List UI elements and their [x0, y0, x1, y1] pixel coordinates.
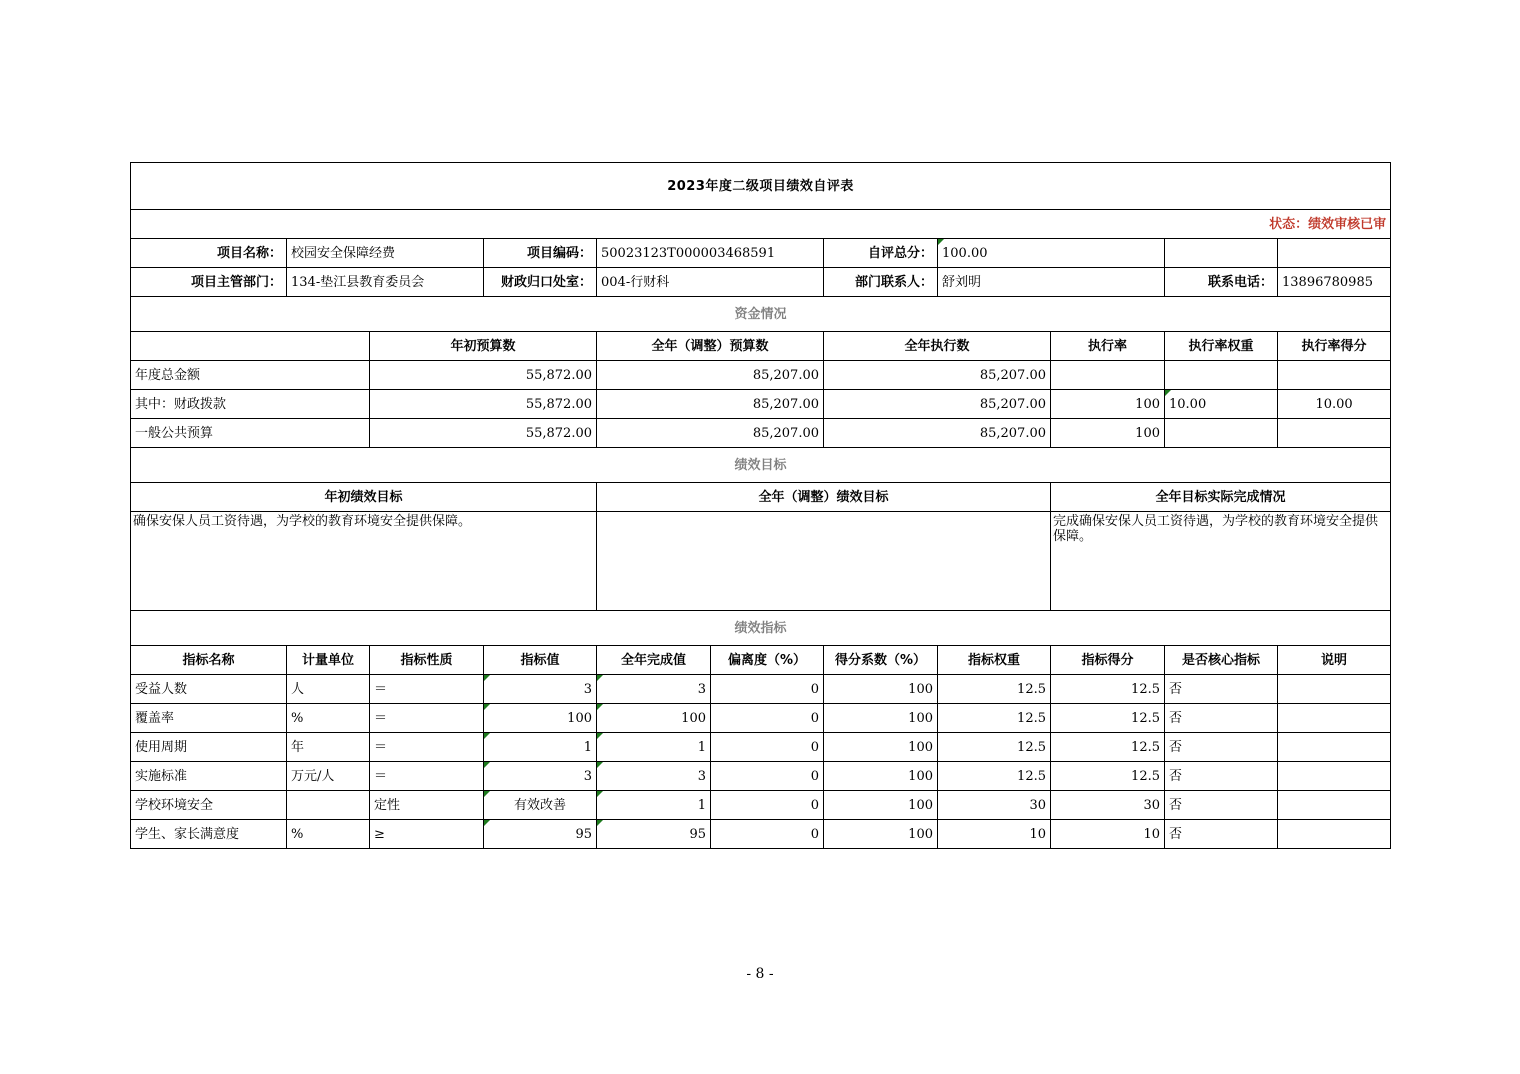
indicator-value: 有效改善 — [484, 791, 597, 820]
indicator-score: 10 — [1051, 820, 1165, 849]
indicator-deviation: 0 — [711, 733, 824, 762]
indicator-note — [1278, 762, 1391, 791]
indicator-core: 否 — [1165, 820, 1278, 849]
col-header: 指标得分 — [1051, 646, 1165, 675]
indicator-weight: 12.5 — [938, 704, 1051, 733]
indicator-nature: ＝ — [370, 704, 484, 733]
indicators-header-row — [131, 646, 1391, 675]
page-title: 2023年度二级项目绩效自评表 — [131, 163, 1391, 210]
indicator-coefficient: 100 — [824, 762, 938, 791]
indicator-coefficient: 100 — [824, 704, 938, 733]
funds-weight — [1165, 361, 1278, 390]
indicator-core: 否 — [1165, 791, 1278, 820]
funds-weight — [1165, 419, 1278, 448]
indicators-section-title: 绩效指标 — [131, 611, 1391, 646]
indicator-unit — [287, 791, 370, 820]
indicator-done: 1 — [597, 733, 711, 762]
indicators-section-row — [131, 611, 1391, 646]
goals-section-row — [131, 448, 1391, 483]
indicator-weight: 30 — [938, 791, 1051, 820]
indicator-weight: 12.5 — [938, 733, 1051, 762]
indicator-unit: % — [287, 820, 370, 849]
indicator-nature: ＝ — [370, 733, 484, 762]
indicator-name: 学校环境安全 — [131, 791, 287, 820]
funds-initial: 55,872.00 — [370, 419, 597, 448]
info-row-2 — [131, 268, 1391, 297]
col-header: 执行率 — [1051, 332, 1165, 361]
dept-value: 134-垫江县教育委员会 — [287, 268, 484, 297]
indicator-value: 100 — [484, 704, 597, 733]
empty-cell — [131, 332, 370, 361]
page-number: - 8 - — [746, 966, 774, 982]
funds-score: 10.00 — [1278, 390, 1391, 419]
phone-label: 联系电话： — [1165, 268, 1278, 297]
indicator-name: 实施标准 — [131, 762, 287, 791]
indicator-deviation: 0 — [711, 675, 824, 704]
project-code-value: 50023123T000003468591 — [597, 239, 824, 268]
indicator-row — [131, 820, 1391, 849]
funds-row-name: 一般公共预算 — [131, 419, 370, 448]
indicator-unit: % — [287, 704, 370, 733]
finance-value: 004-行财科 — [597, 268, 824, 297]
indicator-note — [1278, 704, 1391, 733]
col-header: 年初绩效目标 — [131, 483, 597, 512]
col-header: 是否核心指标 — [1165, 646, 1278, 675]
indicator-score: 30 — [1051, 791, 1165, 820]
funds-adjusted: 85,207.00 — [597, 419, 824, 448]
funds-rate — [1051, 361, 1165, 390]
funds-adjusted: 85,207.00 — [597, 390, 824, 419]
indicator-deviation: 0 — [711, 704, 824, 733]
col-header: 全年执行数 — [824, 332, 1051, 361]
actual-completion-text: 完成确保安保人员工资待遇，为学校的教育环境安全提供保障。 — [1051, 512, 1391, 611]
funds-section-row — [131, 297, 1391, 332]
indicator-row — [131, 791, 1391, 820]
indicator-value: 1 — [484, 733, 597, 762]
col-header: 得分系数（%） — [824, 646, 938, 675]
funds-row-name: 年度总金额 — [131, 361, 370, 390]
indicator-coefficient: 100 — [824, 675, 938, 704]
initial-goal-text: 确保安保人员工资待遇，为学校的教育环境安全提供保障。 — [131, 512, 597, 611]
status-row — [131, 210, 1391, 239]
contact-label: 部门联系人： — [824, 268, 938, 297]
funds-score — [1278, 419, 1391, 448]
self-score-label: 自评总分： — [824, 239, 938, 268]
goals-header-row — [131, 483, 1391, 512]
info-row-1 — [131, 239, 1391, 268]
contact-value: 舒刘明 — [938, 268, 1165, 297]
col-header: 全年（调整）绩效目标 — [597, 483, 1051, 512]
indicator-weight: 10 — [938, 820, 1051, 849]
funds-executed: 85,207.00 — [824, 390, 1051, 419]
col-header: 指标名称 — [131, 646, 287, 675]
indicator-note — [1278, 791, 1391, 820]
indicator-done: 95 — [597, 820, 711, 849]
indicator-core: 否 — [1165, 675, 1278, 704]
indicator-score: 12.5 — [1051, 733, 1165, 762]
funds-row — [131, 419, 1391, 448]
col-header: 年初预算数 — [370, 332, 597, 361]
indicator-coefficient: 100 — [824, 733, 938, 762]
indicator-done: 3 — [597, 675, 711, 704]
funds-executed: 85,207.00 — [824, 419, 1051, 448]
funds-initial: 55,872.00 — [370, 361, 597, 390]
indicator-core: 否 — [1165, 762, 1278, 791]
indicator-unit: 万元/人 — [287, 762, 370, 791]
project-code-label: 项目编码： — [484, 239, 597, 268]
indicator-weight: 12.5 — [938, 675, 1051, 704]
indicator-row — [131, 704, 1391, 733]
indicator-name: 使用周期 — [131, 733, 287, 762]
indicator-nature: ＝ — [370, 675, 484, 704]
indicator-nature: 定性 — [370, 791, 484, 820]
indicator-note — [1278, 675, 1391, 704]
indicator-score: 12.5 — [1051, 675, 1165, 704]
phone-value: 13896780985 — [1278, 268, 1391, 297]
col-header: 指标值 — [484, 646, 597, 675]
indicator-nature: ≥ — [370, 820, 484, 849]
indicator-unit: 人 — [287, 675, 370, 704]
funds-adjusted: 85,207.00 — [597, 361, 824, 390]
funds-row — [131, 361, 1391, 390]
indicator-done: 100 — [597, 704, 711, 733]
indicator-deviation: 0 — [711, 762, 824, 791]
funds-rate: 100 — [1051, 390, 1165, 419]
funds-weight: 10.00 — [1165, 390, 1278, 419]
adjusted-goal-text — [597, 512, 1051, 611]
col-header: 执行率权重 — [1165, 332, 1278, 361]
self-evaluation-table — [130, 162, 1391, 849]
project-name-label: 项目名称： — [131, 239, 287, 268]
indicator-note — [1278, 733, 1391, 762]
project-name-value: 校园安全保障经费 — [287, 239, 484, 268]
funds-header-row — [131, 332, 1391, 361]
indicator-row — [131, 675, 1391, 704]
col-header: 计量单位 — [287, 646, 370, 675]
col-header: 说明 — [1278, 646, 1391, 675]
col-header: 指标性质 — [370, 646, 484, 675]
title-row — [131, 163, 1391, 210]
indicator-row — [131, 733, 1391, 762]
indicator-done: 1 — [597, 791, 711, 820]
indicator-value: 3 — [484, 675, 597, 704]
funds-rate: 100 — [1051, 419, 1165, 448]
indicator-score: 12.5 — [1051, 704, 1165, 733]
indicator-deviation: 0 — [711, 791, 824, 820]
funds-row — [131, 390, 1391, 419]
goals-content-row — [131, 512, 1391, 611]
indicator-value: 3 — [484, 762, 597, 791]
empty-cell — [1165, 239, 1278, 268]
empty-cell — [1278, 239, 1391, 268]
indicator-name: 覆盖率 — [131, 704, 287, 733]
goals-section-title: 绩效目标 — [131, 448, 1391, 483]
indicator-coefficient: 100 — [824, 820, 938, 849]
funds-executed: 85,207.00 — [824, 361, 1051, 390]
indicator-core: 否 — [1165, 733, 1278, 762]
funds-score — [1278, 361, 1391, 390]
indicator-done: 3 — [597, 762, 711, 791]
indicator-weight: 12.5 — [938, 762, 1051, 791]
status-badge: 状态：绩效审核已审 — [131, 210, 1391, 239]
finance-label: 财政归口处室： — [484, 268, 597, 297]
funds-section-title: 资金情况 — [131, 297, 1391, 332]
indicator-note — [1278, 820, 1391, 849]
indicator-nature: ＝ — [370, 762, 484, 791]
col-header: 全年完成值 — [597, 646, 711, 675]
indicator-score: 12.5 — [1051, 762, 1165, 791]
col-header: 执行率得分 — [1278, 332, 1391, 361]
col-header: 全年目标实际完成情况 — [1051, 483, 1391, 512]
col-header: 偏离度（%） — [711, 646, 824, 675]
indicator-value: 95 — [484, 820, 597, 849]
col-header: 指标权重 — [938, 646, 1051, 675]
funds-initial: 55,872.00 — [370, 390, 597, 419]
indicator-name: 学生、家长满意度 — [131, 820, 287, 849]
indicator-name: 受益人数 — [131, 675, 287, 704]
indicator-row — [131, 762, 1391, 791]
self-score-value: 100.00 — [938, 239, 1165, 268]
indicator-deviation: 0 — [711, 820, 824, 849]
dept-label: 项目主管部门： — [131, 268, 287, 297]
col-header: 全年（调整）预算数 — [597, 332, 824, 361]
indicator-core: 否 — [1165, 704, 1278, 733]
indicator-unit: 年 — [287, 733, 370, 762]
indicator-coefficient: 100 — [824, 791, 938, 820]
funds-row-name: 其中：财政拨款 — [131, 390, 370, 419]
